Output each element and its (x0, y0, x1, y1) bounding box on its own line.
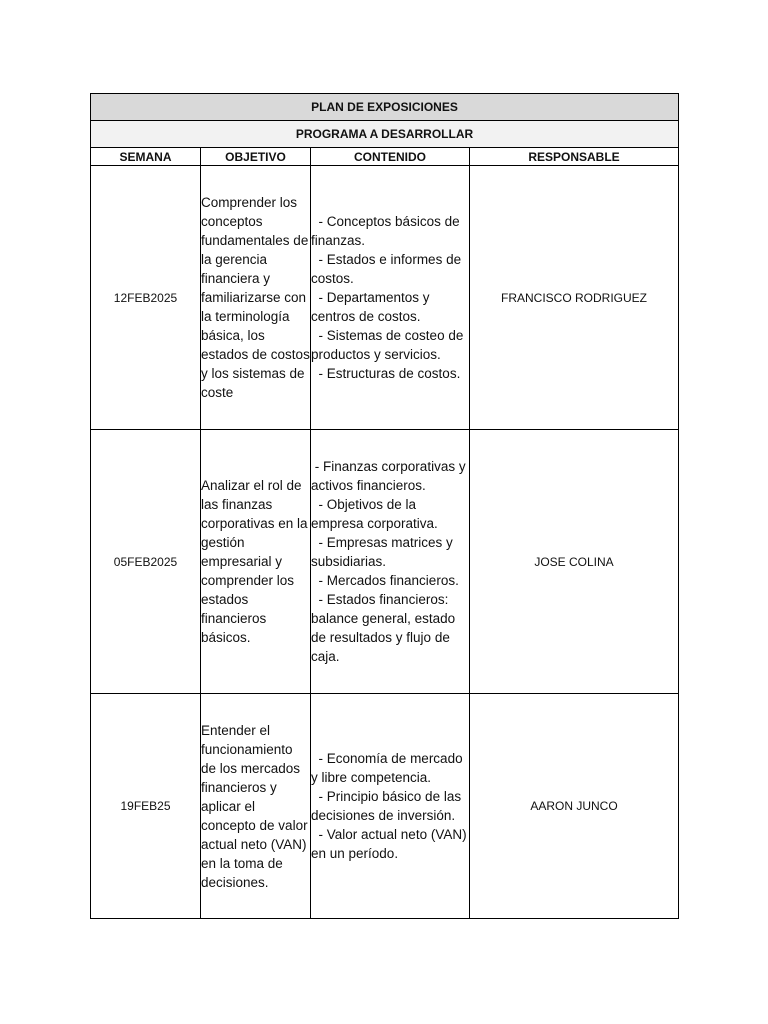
contenido-cell (311, 166, 470, 430)
contenido-item: - Finanzas corporativas y activos financieros. (311, 459, 470, 493)
table-title: PLAN DE EXPOSICIONES (91, 94, 679, 121)
responsable-cell: FRANCISCO RODRIGUEZ (470, 166, 679, 430)
column-header-row (91, 148, 679, 166)
contenido-cell (311, 430, 470, 694)
table-row (91, 166, 679, 430)
contenido-item: - Conceptos básicos de finanzas. (311, 214, 464, 248)
table-row (91, 430, 679, 694)
contenido-item: - Estados financieros: balance general, estado de resultados y flujo de caja. (311, 592, 459, 664)
contenido-cell (311, 694, 470, 919)
contenido-item: - Sistemas de costeo de productos y servicios. (311, 328, 468, 362)
objetivo-cell: Analizar el rol de las finanzas corporativas en la gestión empresarial y comprender los estados financieros básicos. (201, 430, 311, 694)
responsable-cell: JOSE COLINA (470, 430, 679, 694)
semana-cell: 05FEB2025 (91, 430, 201, 694)
responsable-cell: AARON JUNCO (470, 694, 679, 919)
table-subtitle-row (91, 121, 679, 148)
contenido-item: - Valor actual neto (VAN) en un período. (311, 827, 471, 861)
semana-cell: 19FEB25 (91, 694, 201, 919)
contenido-item: - Empresas matrices y subsidiarias. (311, 535, 457, 569)
column-header-contenido: CONTENIDO (311, 148, 470, 166)
table-subtitle: PROGRAMA A DESARROLLAR (91, 121, 679, 148)
objetivo-cell: Entender el funcionamiento de los mercados financieros y aplicar el concepto de valor actual neto (VAN) en la toma de decisiones. (201, 694, 311, 919)
semana-cell: 12FEB2025 (91, 166, 201, 430)
contenido-item: - Objetivos de la empresa corporativa. (311, 497, 438, 531)
column-header-objetivo: OBJETIVO (201, 148, 311, 166)
contenido-item: - Departamentos y centros de costos. (311, 290, 434, 324)
table-row (91, 694, 679, 919)
contenido-item: - Estructuras de costos. (311, 366, 461, 381)
contenido-item: - Mercados financieros. (311, 573, 459, 588)
contenido-item: - Economía de mercado y libre competencia. (311, 751, 467, 785)
column-header-responsable: RESPONSABLE (470, 148, 679, 166)
exposiciones-table (90, 93, 679, 919)
table-title-row (91, 94, 679, 121)
contenido-item: - Estados e informes de costos. (311, 252, 465, 286)
column-header-semana: SEMANA (91, 148, 201, 166)
objetivo-cell: Comprender los conceptos fundamentales de la gerencia financiera y familiarizarse con la terminología básica, los estados de costos y los sistemas de coste (201, 166, 311, 430)
contenido-item: - Principio básico de las decisiones de inversión. (311, 789, 465, 823)
